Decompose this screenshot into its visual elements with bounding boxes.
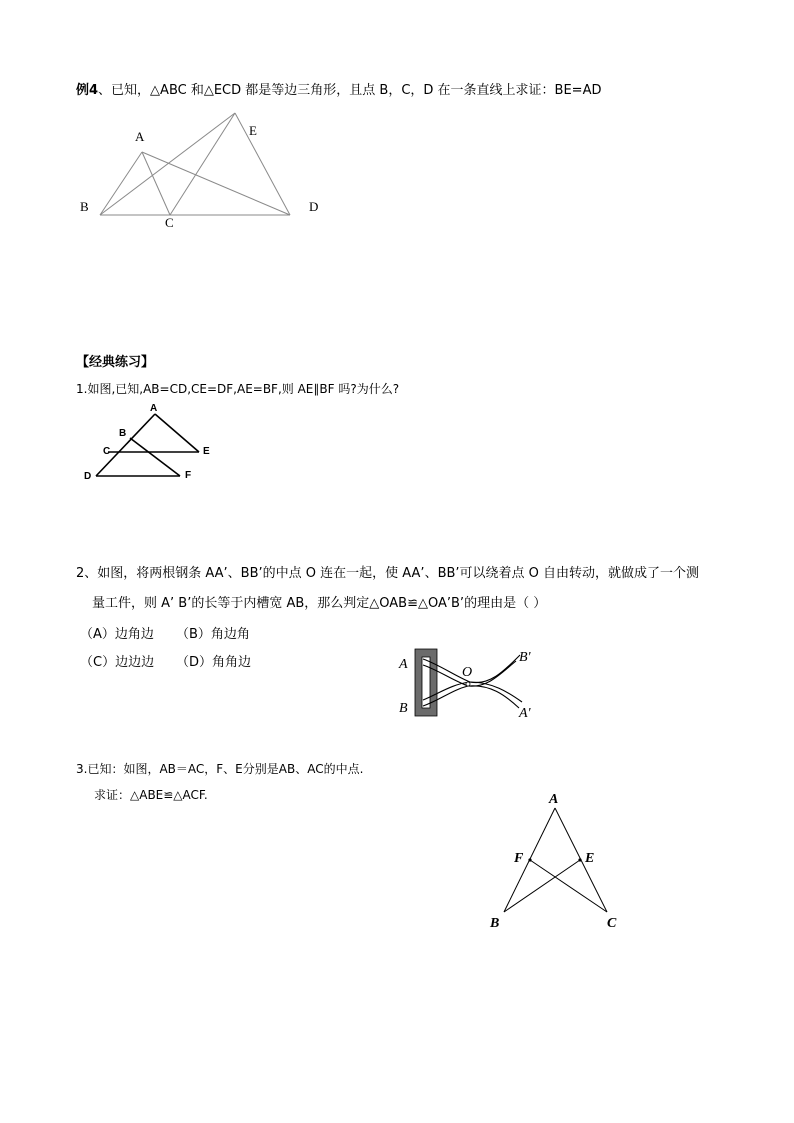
ex4-label-D: D xyxy=(309,199,319,214)
ex4-label-E: E xyxy=(249,123,257,138)
q3-line2: 求证：△ABE≌△ACF. xyxy=(94,788,208,802)
q3-label-F: F xyxy=(514,851,524,866)
q2-label-B-prime: B' xyxy=(519,650,531,665)
ex4-label-B: B xyxy=(80,199,89,214)
q2-label-O: O xyxy=(462,665,473,680)
q1-label-E: E xyxy=(203,446,210,457)
example4-text: 、已知，△ABC 和△ECD 都是等边三角形，且点 B，C，D 在一条直线上求证：BE=AD xyxy=(98,83,602,98)
example4-label: 例4 xyxy=(76,83,99,98)
q1-text: 1.如图,已知,AB=CD,CE=DF,AE=BF,则 AE∥BF 吗?为什么? xyxy=(76,382,400,396)
q2-option-a: （A）边角边 xyxy=(80,627,154,642)
q1-label-A: A xyxy=(150,403,158,414)
q3-label-C: C xyxy=(607,916,617,931)
section-title: 【经典练习】 xyxy=(76,355,155,370)
q2-line1: 2、如图，将两根钢条 AA’、BB’的中点 O 连在一起，使 AA’、BB’可以绕着点 O 自由转动，就做成了一个测 xyxy=(76,566,700,581)
q2-label-A-prime: A' xyxy=(519,706,531,721)
q1-label-D: D xyxy=(84,471,92,482)
q2-label-B: B xyxy=(399,701,408,716)
q1-label-C: C xyxy=(103,446,111,457)
q1-label-B: B xyxy=(119,428,127,439)
q3-label-E: E xyxy=(585,851,595,866)
q2-option-d: （D）角角边 xyxy=(176,655,252,670)
q2-option-b: （B）角边角 xyxy=(176,627,250,642)
q3-label-B: B xyxy=(490,916,500,931)
q3-line1: 3.已知：如图，AB＝AC，F、E分别是AB、AC的中点. xyxy=(76,762,364,776)
q3-label-A: A xyxy=(549,792,559,807)
q2-label-A: A xyxy=(399,657,408,672)
ex4-label-A: A xyxy=(135,129,145,144)
q2-option-c: （C）边边边 xyxy=(80,655,155,670)
q1-label-F: F xyxy=(185,470,192,481)
q2-line2: 量工件，则 A’ B’的长等于内槽宽 AB，那么判定△OAB≌△OA’B’的理由是（ ） xyxy=(92,596,547,611)
ex4-label-C: C xyxy=(165,215,174,230)
